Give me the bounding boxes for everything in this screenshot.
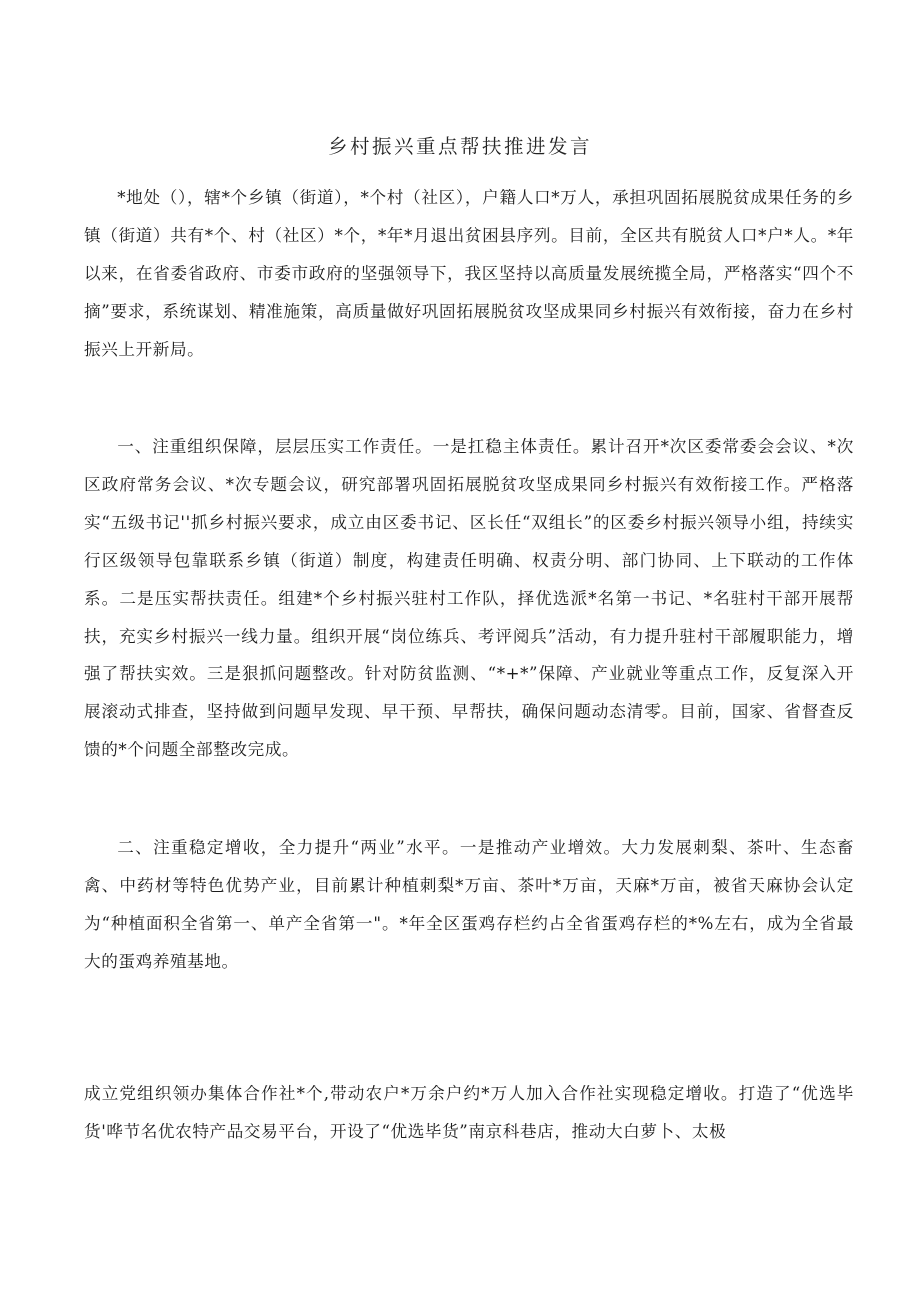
paragraph-income: 二、注重稳定增收，全力提升“两业”水平。一是推动产业增效。大力发展刺梨、茶叶、生态畜禽、中药材等特色优势产业，目前累计种植刺梨*万亩、茶叶*万亩，天麻*万亩，被省天麻协会认定为“种植面积全省第一、单产全省第一"。*年全区蛋鸡存栏约占全省蛋鸡存栏的*%左右，成为全省最大的蛋鸡养殖基地。: [84, 838, 854, 971]
paragraph-organization: 一、注重组织保障，层层压实工作责任。一是扛稳主体责任。累计召开*次区委常委会会议、*次区政府常务会议、*次专题会议，研究部署巩固拓展脱贫攻坚成果同乡村振兴有效衔接工作。严格落实“五级书记''抓乡村振兴要求，成立由区委书记、区长任“双组长”的区委乡村振兴领导小组，持续实行区级领导包靠联系乡镇（街道）制度，构建责任明确、权责分明、部门协同、上下联动的工作体系。二是压实帮扶责任。组建*个乡村振兴驻村工作队，择优选派*名第一书记、*名驻村干部开展帮扶，充实乡村振兴一线力量。组织开展“岗位练兵、考评阅兵”活动，有力提升驻村干部履职能力，增强了帮扶实效。三是狠抓问题整改。针对防贫监测、“*+*”保障、产业就业等重点工作，反复深入开展滚动式排查，坚持做到问题早发现、早干预、早帮扶，确保问题动态清零。目前，国家、省督查反馈的*个问题全部整改完成。: [84, 437, 854, 760]
document-title: 乡村振兴重点帮扶推进发言: [327, 135, 592, 158]
paragraph-cooperative: 成立党组织领办集体合作社*个,带动农户*万余户约*万人加入合作社实现稳定增收。打造了“优选毕货'哗节名优农特产品交易平台，开设了“优选毕货”南京科巷店，推动大白萝卜、太极: [84, 1084, 854, 1141]
paragraph-intro: *地处（），辖*个乡镇（街道），*个村（社区），户籍人口*万人，承担巩固拓展脱贫成果任务的乡镇（街道）共有*个、村（社区）*个，*年*月退出贫困县序列。目前，全区共有脱贫人口*户*人。*年以来，在省委省政府、市委市政府的坚强领导下，我区坚持以高质量发展统揽全局，严格落实“四个不摘”要求，系统谋划、精准施策，高质量做好巩固拓展脱贫攻坚成果同乡村振兴有效衔接，奋力在乡村振兴上开新局。: [84, 188, 854, 359]
